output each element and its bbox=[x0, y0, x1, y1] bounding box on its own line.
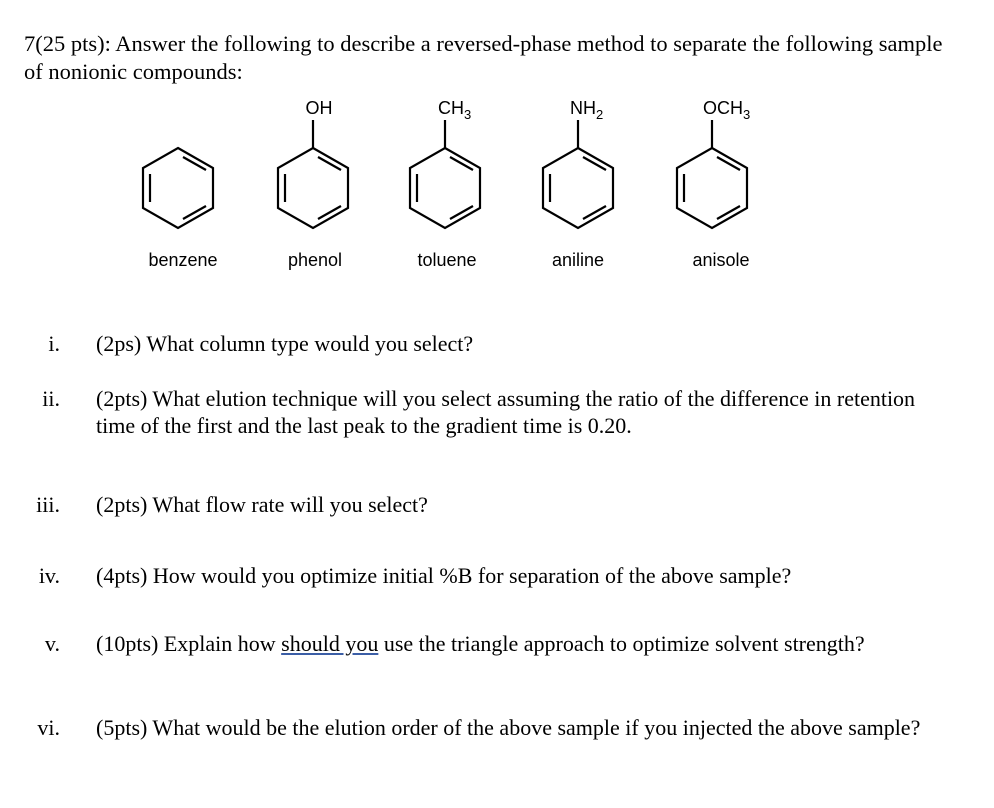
aniline-structure bbox=[543, 120, 613, 228]
substituent-oh: OH bbox=[305, 98, 333, 118]
subquestion-text: (2ps) What column type would you select? bbox=[96, 331, 474, 356]
substituent-nh2 bbox=[570, 98, 603, 122]
benzene-structure bbox=[143, 148, 213, 228]
substituent-och3 bbox=[703, 98, 750, 122]
toluene-structure bbox=[410, 120, 480, 228]
phenol-structure bbox=[278, 120, 348, 228]
subquestion-v bbox=[0, 630, 994, 660]
compound-label-anisole: anisole bbox=[692, 250, 750, 270]
subquestion-number: iv. bbox=[38, 563, 60, 588]
compound-label-benzene: benzene bbox=[148, 250, 218, 270]
subquestion-text: (4pts) How would you optimize initial %B for separation of the above sample? bbox=[96, 563, 792, 588]
subquestion-text-after: use the triangle approach to optimize solvent strength? bbox=[378, 631, 865, 656]
substituent-ch3-main: CH bbox=[438, 98, 464, 118]
substituent-ch3 bbox=[438, 98, 471, 122]
substituent-och3-subscript: 3 bbox=[743, 107, 751, 122]
substituent-och3-main: OCH bbox=[703, 98, 743, 118]
compound-label-phenol: phenol bbox=[287, 250, 343, 270]
subquestion-number: iii. bbox=[36, 492, 60, 517]
chemical-structures-figure bbox=[0, 0, 994, 300]
substituent-nh2-main: NH bbox=[570, 98, 596, 118]
substituent-ch3-subscript: 3 bbox=[464, 107, 472, 122]
subquestion-number: i. bbox=[48, 331, 60, 356]
question-title: 7(25 pts): Answer the following to describe a reversed-phase method to separate the following sample of nonionic compounds: bbox=[24, 31, 943, 84]
subquestion-text: (2pts) What elution technique will you select assuming the ratio of the difference in retention time of the first and the last peak to the gradient time is 0.20. bbox=[96, 386, 916, 438]
subquestion-iii bbox=[0, 491, 994, 521]
subquestion-number: vi. bbox=[37, 715, 60, 740]
grammar-flagged-phrase: should you bbox=[281, 631, 379, 656]
subquestion-text: (2pts) What flow rate will you select? bbox=[96, 492, 428, 517]
compound-label-aniline: aniline bbox=[551, 250, 605, 270]
subquestion-text: (5pts) What would be the elution order of the above sample if you injected the above sample? bbox=[96, 715, 921, 740]
anisole-structure bbox=[677, 120, 747, 228]
subquestion-text-before: (10pts) Explain how bbox=[96, 631, 282, 656]
subquestion-number: ii. bbox=[42, 386, 60, 411]
substituent-nh2-subscript: 2 bbox=[596, 107, 604, 122]
subquestion-iv bbox=[0, 562, 994, 592]
compound-label-toluene: toluene bbox=[417, 250, 477, 270]
subquestion-ii bbox=[0, 385, 994, 445]
subquestion-text bbox=[96, 630, 956, 657]
subquestion-number: v. bbox=[44, 631, 60, 656]
subquestion-vi bbox=[0, 714, 994, 774]
subquestion-i bbox=[0, 330, 994, 360]
